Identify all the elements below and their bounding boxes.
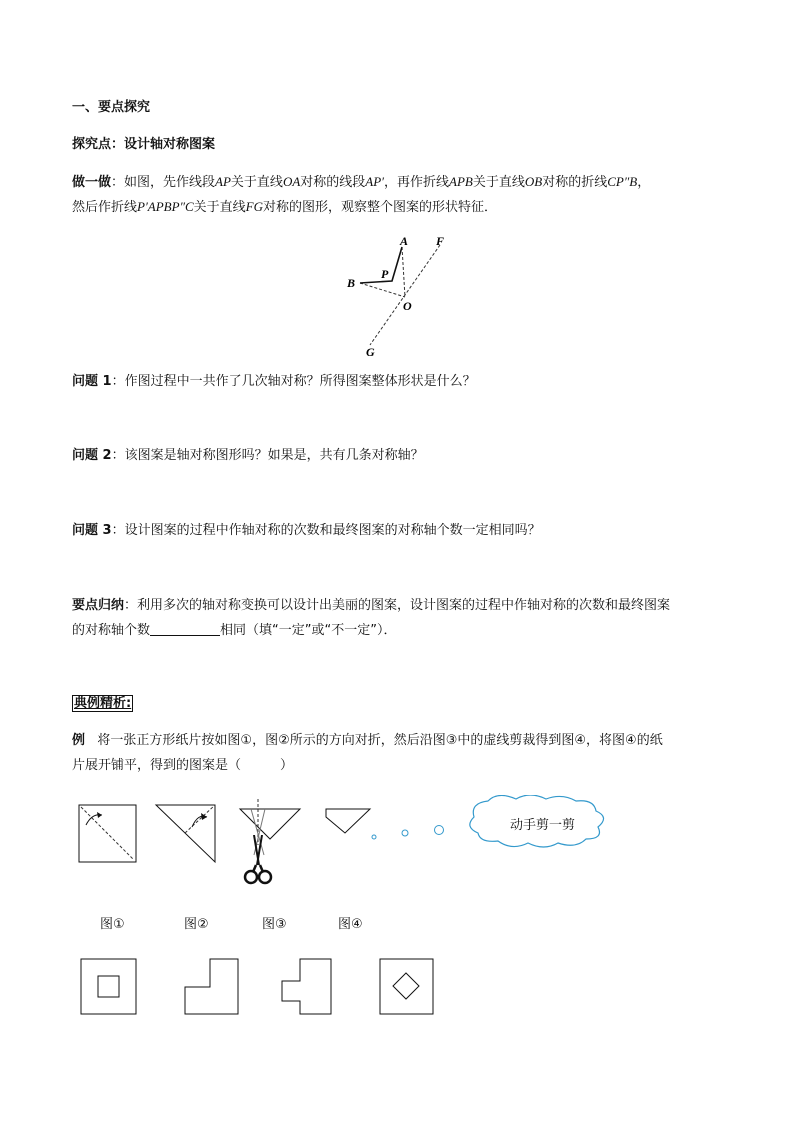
- section-title: 一、要点探究: [72, 100, 151, 115]
- thought-bubble-dot: [402, 830, 408, 836]
- option-b[interactable]: [185, 959, 238, 1014]
- try-it-text: 然后作折线: [72, 200, 138, 215]
- try-it-text: ：如图，先作线段: [111, 175, 216, 190]
- question-1: [72, 372, 476, 392]
- label-b: B: [347, 276, 356, 290]
- figure-2-triangle: [156, 805, 215, 862]
- try-it-text: ，再作折线: [384, 175, 450, 190]
- try-it-text: 对称的线段: [300, 175, 366, 190]
- summary-text: 相同（填“一定”或“不一定”）．: [220, 623, 397, 638]
- question-1-label: 问题 1: [72, 374, 112, 389]
- try-it-text: 关于直线: [472, 175, 525, 190]
- line-fg: FG: [245, 199, 264, 214]
- summary-line-1: [72, 596, 670, 616]
- folding-steps: [70, 795, 650, 895]
- try-it-line-1: [72, 172, 650, 193]
- try-it-label: 做一做: [72, 175, 112, 190]
- example-heading: [72, 694, 133, 714]
- scissors-icon: [242, 835, 274, 887]
- option-d[interactable]: [380, 959, 433, 1014]
- try-it-text: 关于直线: [193, 200, 246, 215]
- question-2-label: 问题 2: [72, 448, 112, 463]
- line-fg-dashed: [370, 245, 440, 345]
- try-it-text: 对称的图形，观察整个图案的形状特征．: [263, 200, 498, 215]
- example-line-1: [72, 731, 663, 751]
- question-3: [72, 521, 541, 541]
- segment-ap: AP: [215, 174, 231, 189]
- explore-point: [72, 135, 215, 155]
- figure-4-result: [326, 809, 370, 833]
- line-ob: OB: [524, 174, 543, 189]
- summary-line-2: [72, 621, 396, 641]
- option-a[interactable]: [81, 959, 136, 1014]
- caption-figure-4: 图④: [338, 917, 363, 932]
- caption-figure-2: 图②: [184, 917, 209, 932]
- try-it-text: ，: [637, 175, 651, 190]
- question-3-label: 问题 3: [72, 523, 112, 538]
- option-c[interactable]: [282, 959, 331, 1014]
- example-text: 将一张正方形纸片按如图①，图②所示的方向对折，然后沿图③中的虚线剪裁得到图④，将图④的纸: [97, 733, 663, 748]
- label-g: G: [366, 345, 375, 359]
- summary-label: 要点归纳: [72, 598, 125, 613]
- explore-point-label: 探究点：: [72, 137, 125, 152]
- summary-text: ：利用多次的轴对称变换可以设计出美丽的图案，设计图案的过程中作轴对称的次数和最终图案: [124, 598, 671, 613]
- example-label: 例: [72, 733, 86, 748]
- example-heading-label: 典例精析:: [74, 696, 132, 711]
- line-oa: OA: [282, 174, 301, 189]
- line-oa-dashed: [402, 247, 405, 297]
- try-it-line-2: [72, 197, 497, 218]
- answer-options: [78, 955, 438, 1019]
- segment-ap-prime: AP′: [365, 174, 385, 189]
- label-a: A: [400, 234, 409, 248]
- question-3-text: ：设计图案的过程中作轴对称的次数和最终图案的对称轴个数一定相同吗？: [111, 523, 541, 538]
- line-ob-dashed: [360, 283, 405, 297]
- question-1-text: ：作图过程中一共作了几次轴对称？所得图案整体形状是什么？: [111, 374, 476, 389]
- polyline-full: P′APBP″C: [137, 199, 194, 214]
- figure-1-square: [79, 805, 136, 862]
- polyline-cpb: CP″B: [607, 174, 638, 189]
- try-it-text: 对称的折线: [542, 175, 608, 190]
- thought-bubble-dot: [372, 835, 376, 839]
- polyline-apb: APB: [449, 174, 473, 189]
- summary-text: 的对称轴个数: [72, 623, 151, 638]
- label-f: F: [436, 234, 445, 248]
- example-line-2: [72, 756, 293, 776]
- label-o: O: [403, 299, 412, 313]
- label-p: P: [381, 267, 389, 281]
- question-2: [72, 446, 424, 466]
- cloud-text: 动手剪一剪: [510, 818, 576, 833]
- try-it-text: 关于直线: [230, 175, 283, 190]
- question-2-text: ：该图案是轴对称图形吗？如果是，共有几条对称轴？: [111, 448, 424, 463]
- answer-blank[interactable]: [150, 621, 220, 636]
- caption-figure-3: 图③: [262, 917, 287, 932]
- caption-figure-1: 图①: [100, 917, 125, 932]
- thought-bubble-dot: [435, 826, 444, 835]
- geometry-figure: [330, 225, 470, 365]
- explore-point-text: 设计轴对称图案: [124, 137, 216, 152]
- example-text: 片展开铺平，得到的图案是（ ）: [72, 758, 294, 773]
